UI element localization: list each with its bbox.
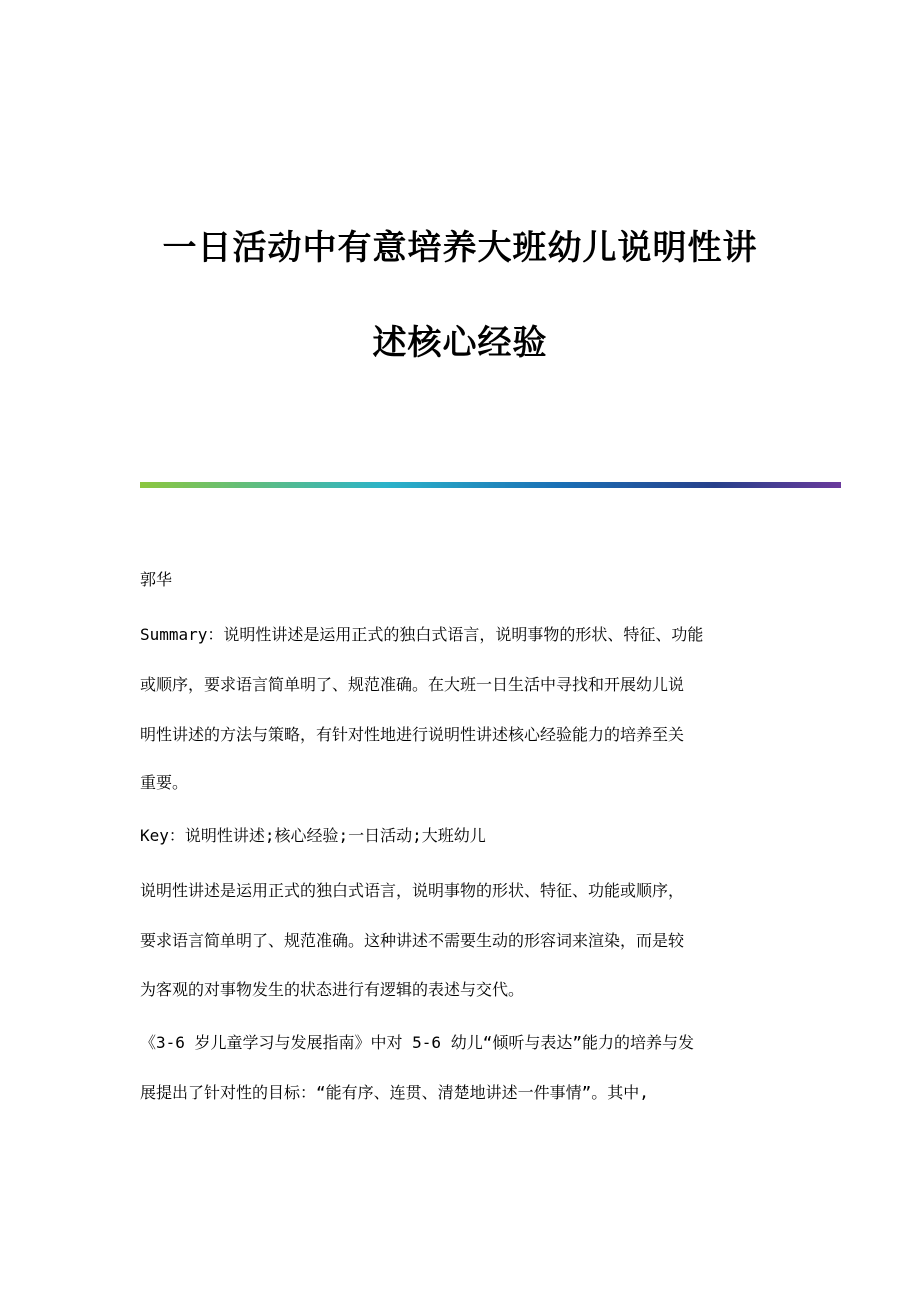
- paragraph-line: 要求语言简单明了、规范准确。这种讲述不需要生动的形容词来渲染，而是较: [140, 931, 685, 950]
- paragraph-line: 说明性讲述是运用正式的独白式语言，说明事物的形状、特征、功能或顺序，: [140, 881, 685, 900]
- summary-line: Summary：说明性讲述是运用正式的独白式语言，说明事物的形状、特征、功能: [140, 625, 704, 644]
- summary-line: 明性讲述的方法与策略，有针对性地进行说明性讲述核心经验能力的培养至关: [140, 725, 685, 744]
- author-name: 郭华: [140, 570, 173, 589]
- paragraph-line: 展提出了针对性的目标：“能有序、连贯、清楚地讲述一件事情”。其中,: [140, 1083, 649, 1102]
- keywords-line: Key：说明性讲述;核心经验;一日活动;大班幼儿: [140, 826, 486, 845]
- paragraph-line: 《3-6 岁儿童学习与发展指南》中对 5-6 幼儿“倾听与表达”能力的培养与发: [140, 1033, 694, 1052]
- document-title-line-1: 一日活动中有意培养大班幼儿说明性讲: [162, 228, 758, 268]
- summary-line: 重要。: [140, 773, 189, 792]
- paragraph-line: 为客观的对事物发生的状态进行有逻辑的表述与交代。: [140, 980, 525, 999]
- title-divider: [140, 482, 841, 488]
- summary-line: 或顺序，要求语言简单明了、规范准确。在大班一日生活中寻找和开展幼儿说: [140, 675, 685, 694]
- document-title-line-2: 述核心经验: [372, 323, 548, 363]
